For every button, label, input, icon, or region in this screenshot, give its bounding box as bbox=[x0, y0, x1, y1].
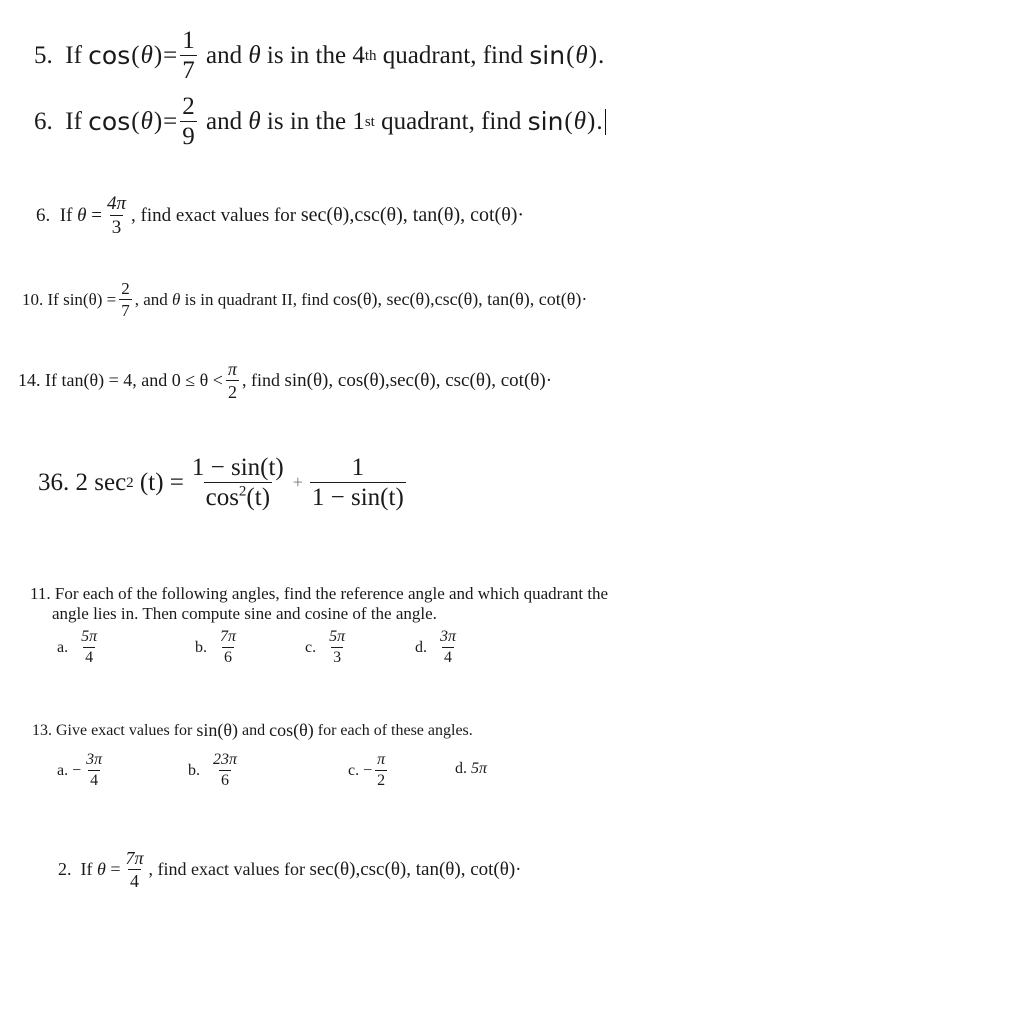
problem-14: 14. If tan(θ) = 4, and 0 ≤ θ < $\frac{\pi}{2}$ , find sin(θ), cos(θ),sec(θ), csc(θ), cot(θ)· bbox=[18, 359, 553, 402]
part-d: d. $\frac{3\pi}{4}$ bbox=[415, 628, 457, 666]
part-d: d. 5π bbox=[455, 760, 488, 777]
part-a: a. − $\frac{3\pi}{4}$ bbox=[57, 751, 103, 789]
problem-5: 5. If cos ( θ ) = $\frac{1}{7}$ and θ is in the 4 th quadrant, find sin ( θ ) . bbox=[34, 27, 605, 84]
problem-6a: 6. If cos ( θ ) = $\frac{2}{9}$ and θ is in the 1 st quadrant, find sin ( θ ) . bbox=[34, 94, 606, 149]
fraction: $\frac{\pi}{2}$ bbox=[377, 751, 386, 789]
problem-36: 36. 2 sec 2 (t) = $\frac{1 - \sin(t)}{\cos^2(t)}$ + $\frac{1}{1 - \sin(t)}$ bbox=[38, 454, 404, 511]
part-b: b. $\frac{7\pi}{6}$ bbox=[195, 628, 237, 666]
problem-2: 2. If θ = $\frac{7\pi}{4}$ , find exact values for sec(θ),csc(θ), tan(θ), cot(θ)· bbox=[58, 848, 522, 891]
problem-number: 14. bbox=[18, 370, 41, 390]
fraction: $\frac{1}{1 - \sin(t)}$ bbox=[311, 454, 404, 511]
problem-6b: 6. If θ = $\frac{4\pi}{3}$ , find exact values for sec(θ),csc(θ), tan(θ), cot(θ)· bbox=[36, 193, 525, 238]
problem-number: 5. bbox=[34, 41, 53, 69]
fraction: $\frac{5\pi}{4}$ bbox=[81, 628, 98, 666]
fraction: $\frac{7\pi}{4}$ bbox=[125, 848, 144, 891]
problem-11-line2: angle lies in. Then compute sine and cosine of the angle. bbox=[52, 604, 437, 623]
fraction: $\frac{5\pi}{3}$ bbox=[329, 628, 346, 666]
problem-number: 10. bbox=[22, 289, 44, 309]
part-c: c. $\frac{5\pi}{3}$ bbox=[305, 628, 346, 666]
part-b: b. $\frac{23\pi}{6}$ bbox=[188, 751, 238, 789]
fraction: $\frac{2}{7}$ bbox=[121, 279, 130, 320]
problem-number: 36. bbox=[38, 468, 70, 496]
part-c: c. − $\frac{\pi}{2}$ bbox=[348, 751, 386, 789]
problem-number: 6. bbox=[34, 107, 53, 135]
part-a: a. $\frac{5\pi}{4}$ bbox=[57, 628, 98, 666]
fraction: $\frac{1 - \sin(t)}{\cos^2(t)}$ bbox=[191, 454, 284, 511]
fraction: $\frac{3\pi}{4}$ bbox=[440, 628, 457, 666]
problem-number: 6. bbox=[36, 204, 51, 226]
problem-number: 2. bbox=[58, 859, 72, 879]
problem-13: 13. Give exact values for sin(θ) and cos(θ) for each of these angles. bbox=[32, 720, 473, 740]
text-cursor bbox=[605, 109, 606, 135]
fraction: $\frac{2}{9}$ bbox=[182, 93, 195, 150]
fraction: $\frac{\pi}{2}$ bbox=[227, 359, 237, 402]
fraction: $\frac{7\pi}{6}$ bbox=[220, 628, 237, 666]
fraction: $\frac{3\pi}{4}$ bbox=[86, 751, 103, 789]
fraction: $\frac{4\pi}{3}$ bbox=[106, 193, 126, 238]
fraction: $\frac{1}{7}$ bbox=[182, 27, 195, 84]
problem-11-line1: 11. For each of the following angles, find the reference angle and which quadrant the bbox=[30, 584, 609, 603]
fraction: $\frac{23\pi}{6}$ bbox=[213, 751, 238, 789]
problem-11 bbox=[30, 584, 608, 624]
problem-10: 10. If sin(θ) = $\frac{2}{7}$ , and θ is in quadrant II, find cos(θ), sec(θ),csc(θ), tan(θ), cot(θ)· bbox=[22, 279, 588, 320]
